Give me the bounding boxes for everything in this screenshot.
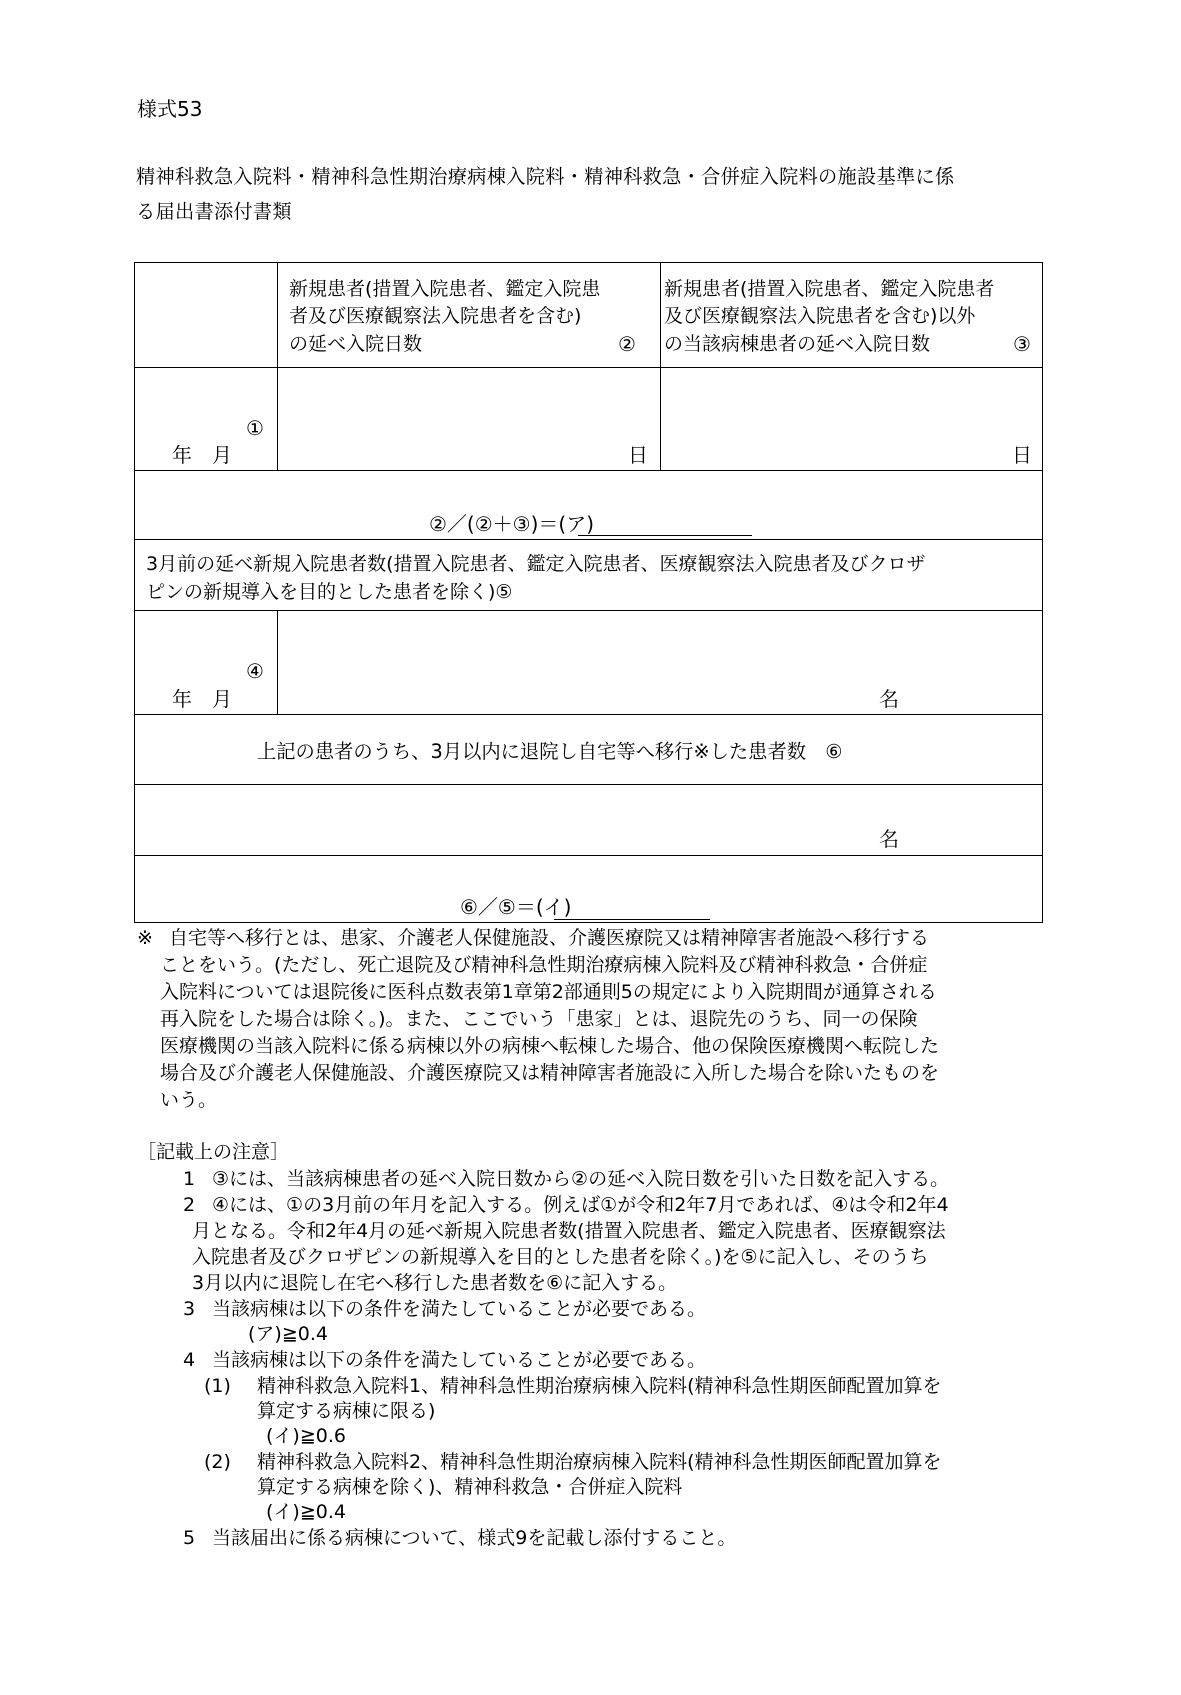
note-line: 入院患者及びクロザピンの新規導入を目的とした患者を除く。)を⑤に記入し、そのうち (192, 1246, 929, 1268)
table-line (134, 262, 1043, 263)
sub-note-number: (2) (204, 1451, 231, 1473)
header-line: の当該病棟患者の延べ入院日数 (664, 333, 931, 355)
section-5-line-1: 3月前の延べ新規入院患者数(措置入院患者、鑑定入院患者、医療観察法入院患者及びクロザ (146, 553, 926, 575)
notes-heading: ［記載上の注意］ (137, 1141, 290, 1163)
table-line (134, 784, 1043, 785)
section-5-line-2: ピンの新規導入を目的とした患者を除く)⑤ (146, 581, 513, 603)
sub-note-line: 算定する病棟に限る) (257, 1400, 436, 1422)
table-line (134, 262, 135, 922)
formula-b-result: (イ) (535, 895, 572, 919)
footnote-line: 再入院をした場合は除く。)。また、ここでいう「患家」とは、退院先のうち、同一の保険 (160, 1008, 918, 1030)
footnote-mark: ※ (137, 927, 153, 949)
note-line: 3月以内に退院し在宅へ移行した患者数を⑥に記入する。 (192, 1272, 678, 1294)
table-line (277, 610, 278, 714)
count-unit-label: 名 (879, 687, 899, 711)
formula-b-expression: ⑥／⑤＝ (460, 895, 536, 919)
title-line-1: 精神科救急入院料・精神科急性期治療病棟入院料・精神科救急・合併症入院料の施設基準に係 (136, 165, 955, 188)
sub-note-line: 精神科救急入院料1、精神科急性期治療病棟入院料(精神科急性期医師配置加算を (257, 1375, 942, 1397)
table-line (134, 470, 1043, 471)
marker-4: ④ (246, 659, 264, 683)
header-line: 者及び医療観察法入院患者を含む) (289, 305, 582, 327)
table-line (134, 714, 1043, 715)
note-line: 当該届出に係る病棟について、様式9を記載し添付すること。 (212, 1527, 737, 1549)
formula-a-expression: ②／(②＋③)＝ (429, 512, 559, 536)
table-line (660, 262, 661, 470)
marker-1: ① (246, 416, 264, 440)
formula-b (460, 893, 571, 922)
note-number: 3 (183, 1298, 196, 1320)
table-line (134, 367, 1043, 368)
formula-a-blank (578, 535, 752, 536)
header-line: の延べ入院日数 (289, 333, 423, 355)
formula-a-result: (ア) (558, 512, 595, 536)
marker-2: ② (618, 332, 636, 356)
footnote-line: 自宅等へ移行とは、患家、介護老人保健施設、介護医療院又は精神障害者施設へ移行する (169, 927, 930, 949)
form-id: 様式53 (137, 97, 203, 121)
footnote-line: いう。 (160, 1089, 218, 1111)
note-number: 1 (183, 1168, 196, 1190)
sub-note-line: 算定する病棟を除く)、精神科救急・合併症入院料 (257, 1476, 683, 1498)
table-line (134, 539, 1043, 540)
table-line (1042, 262, 1043, 922)
note-number: 2 (183, 1194, 196, 1216)
sub-note-condition: (イ)≧0.6 (266, 1425, 346, 1447)
header-line: 及び医療観察法入院患者を含む)以外 (664, 305, 976, 327)
note-line: 月となる。令和2年4月の延べ新規入院患者数(措置入院患者、鑑定入院患者、医療観察法 (192, 1220, 946, 1242)
footnote-line: 医療機関の当該入院料に係る病棟以外の病棟へ転棟した場合、他の保険医療機関へ転院した (160, 1035, 940, 1057)
footnote-line: 場合及び介護老人保健施設、介護医療院又は精神障害者施設に入所した場合を除いたものを (160, 1062, 940, 1084)
note-line: 当該病棟は以下の条件を満たしていることが必要である。 (212, 1349, 707, 1371)
sub-note-condition: (イ)≧0.4 (266, 1501, 346, 1523)
marker-3: ③ (1013, 332, 1031, 356)
sub-note-line: 精神科救急入院料2、精神科急性期治療病棟入院料(精神科急性期医師配置加算を (257, 1451, 942, 1473)
formula-a (429, 510, 594, 539)
formula-b-blank (554, 919, 710, 920)
section-6: 上記の患者のうち、3月以内に退院し自宅等へ移行※した患者数 ⑥ (257, 740, 843, 763)
header-line: 新規患者(措置入院患者、鑑定入院患者 (664, 278, 995, 300)
note-line: ③には、当該病棟患者の延べ入院日数から②の延べ入院日数を引いた日数を記入する。 (212, 1168, 950, 1190)
sub-note-number: (1) (204, 1375, 231, 1397)
footnote-line: ことをいう。(ただし、死亡退院及び精神科急性期治療病棟入院料及び精神科救急・合併症 (160, 954, 928, 976)
footnote-line: 入院料については退院後に医科点数表第1章第2部通則5の規定により入院期間が通算される (160, 981, 937, 1003)
year-month-label: 年 月 (172, 443, 232, 467)
note-line: 当該病棟は以下の条件を満たしていることが必要である。 (212, 1298, 707, 1320)
note-condition: (ア)≧0.4 (248, 1323, 328, 1345)
table-line (277, 262, 278, 470)
title-line-2: る届出書添付書類 (136, 200, 292, 223)
day-unit-label: 日 (628, 443, 648, 467)
table-line (134, 855, 1043, 856)
header-line: 新規患者(措置入院患者、鑑定入院患 (289, 278, 601, 300)
note-line: ④には、①の3月前の年月を記入する。例えば①が令和2年7月であれば、④は令和2年4 (212, 1194, 949, 1216)
count-unit-label: 名 (879, 827, 899, 851)
table-line (134, 610, 1043, 611)
day-unit-label: 日 (1012, 443, 1032, 467)
year-month-label: 年 月 (172, 687, 232, 711)
note-number: 5 (183, 1527, 196, 1549)
table-line (134, 922, 1043, 923)
note-number: 4 (183, 1349, 196, 1371)
